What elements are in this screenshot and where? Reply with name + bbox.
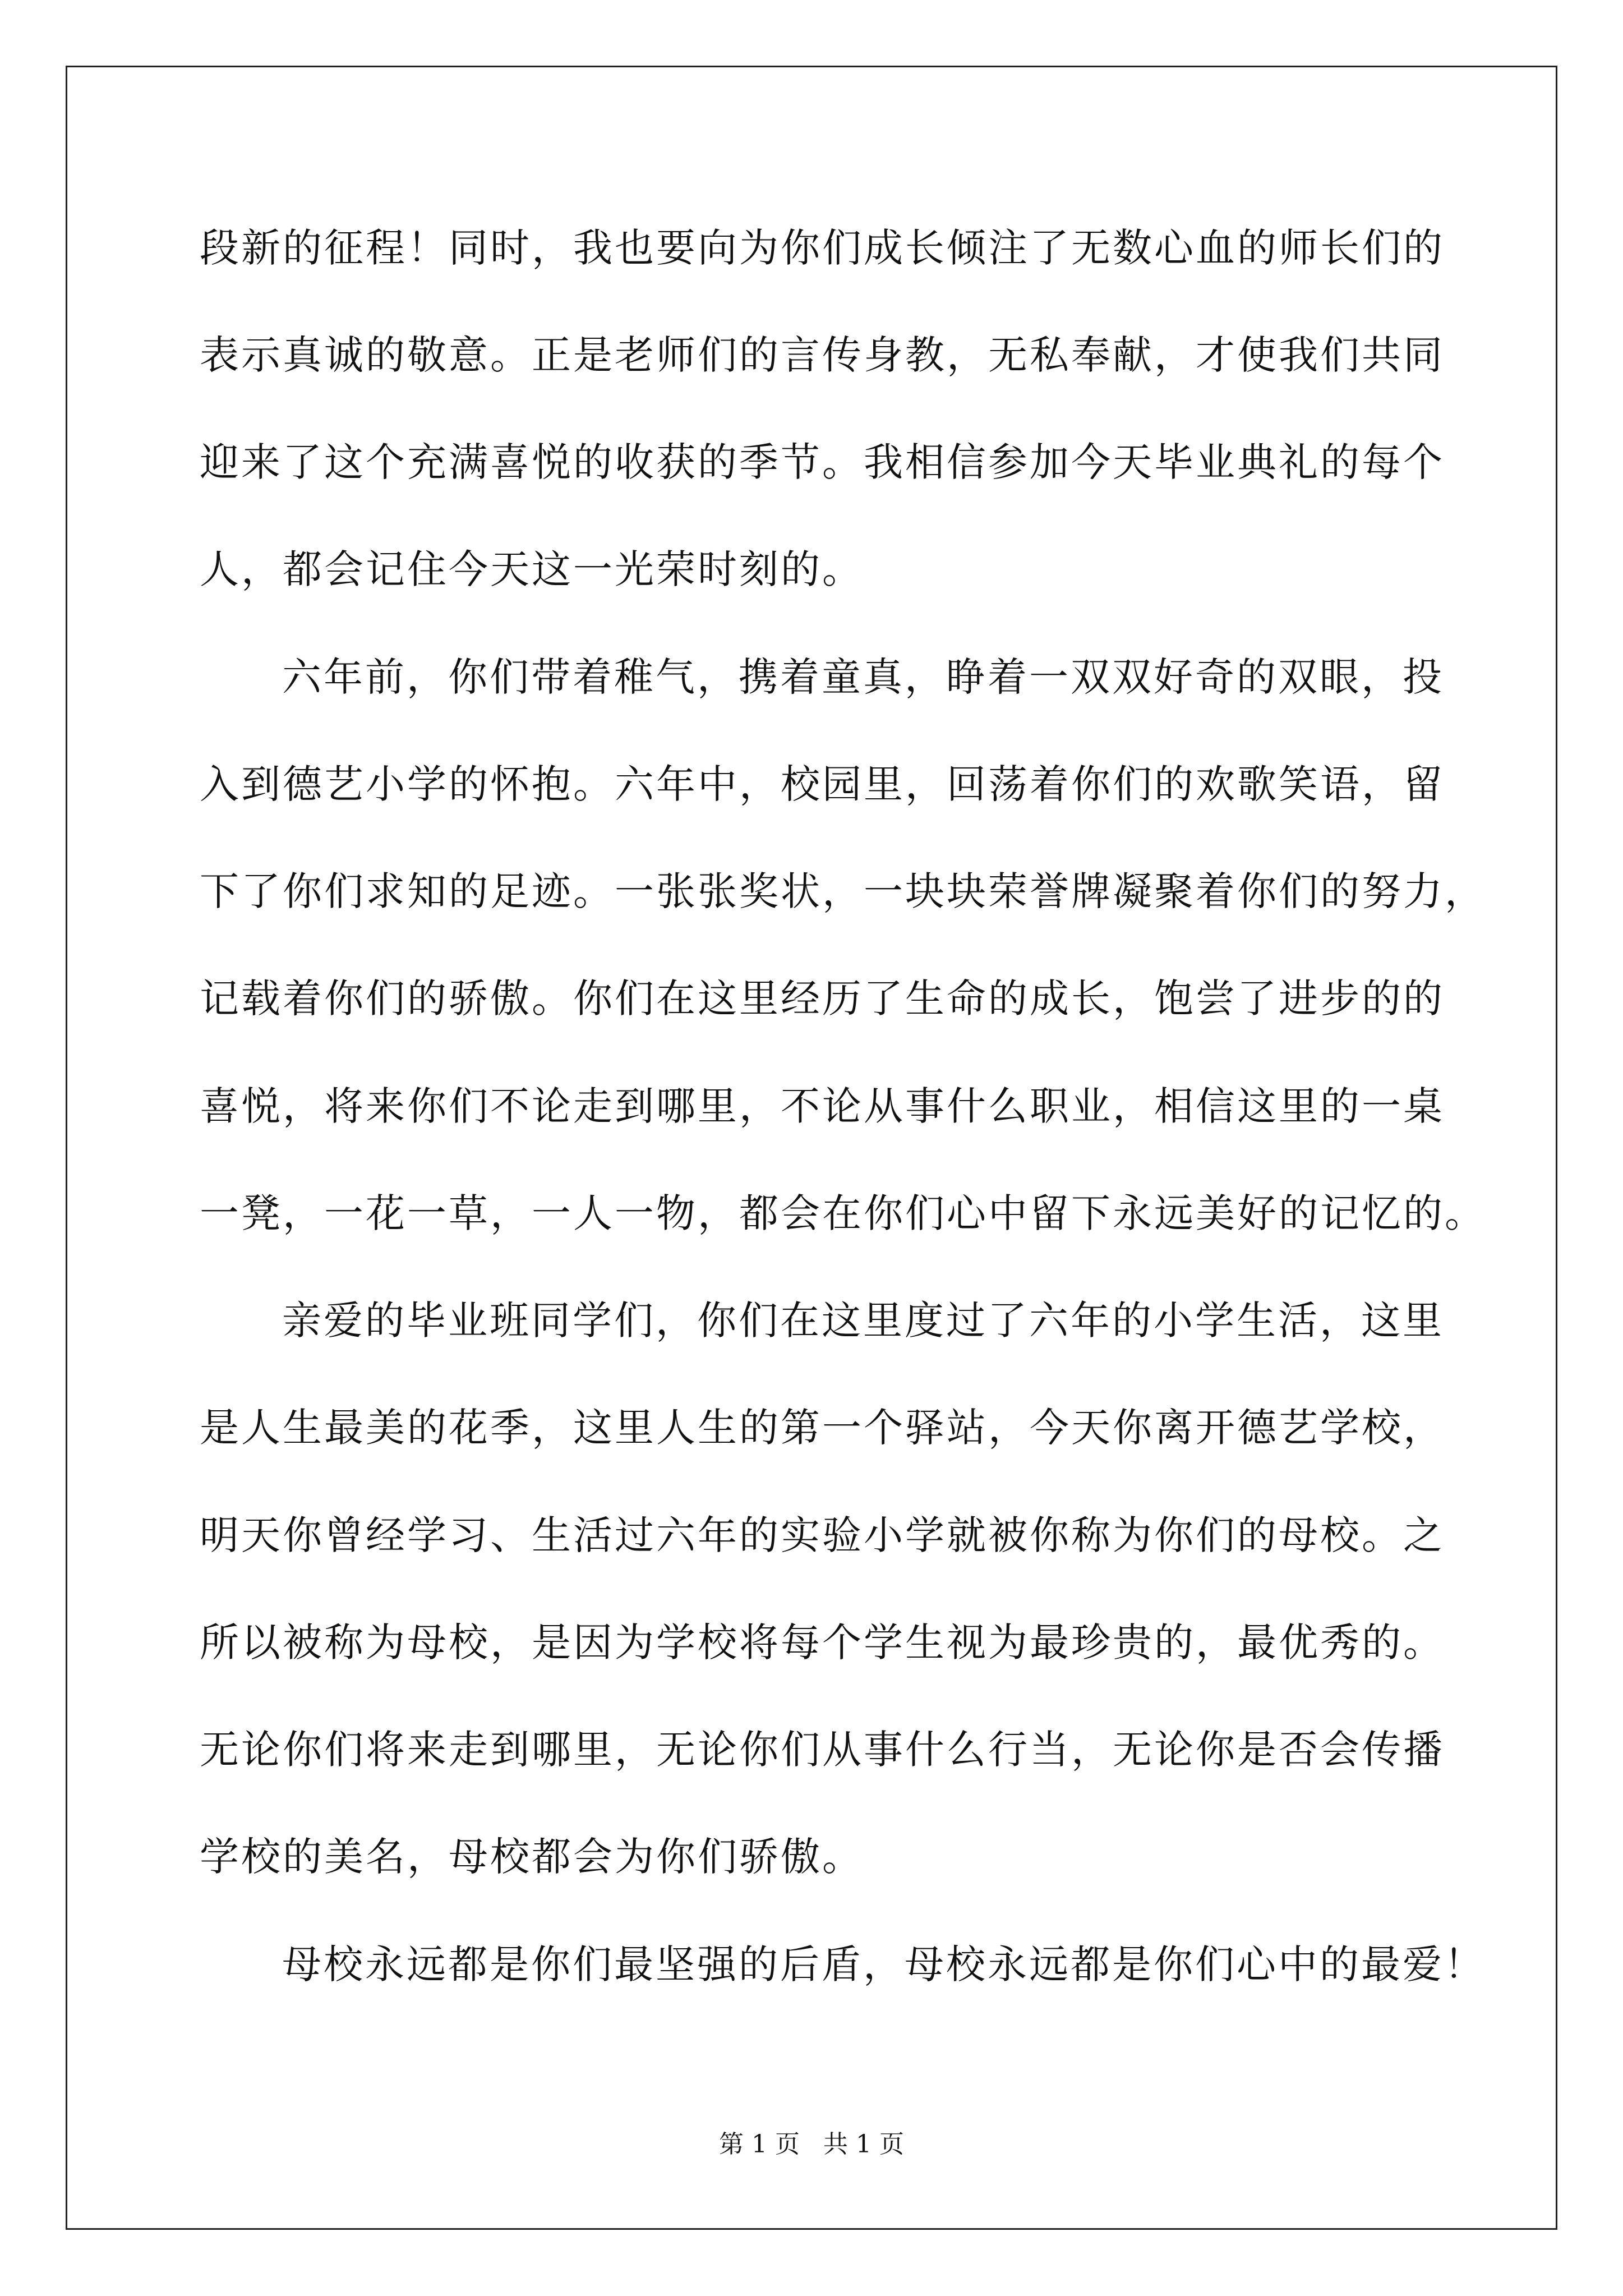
paragraph-first-line: 亲爱的毕业班同学们，你们在这里度过了六年的小学生活，这里 (282, 1297, 1444, 1343)
paragraph-first-line: 母校永远都是你们最坚强的后盾，母校永远都是你们心中的最爱！ (282, 1941, 1486, 1987)
text-line: 无论你们将来走到哪里，无论你们从事什么行当，无论你是否会传播 (200, 1727, 1445, 1773)
text-line: 学校的美名，母校都会为你们骄傲。 (200, 1834, 864, 1880)
text-line: 迎来了这个充满喜悦的收获的季节。我相信参加今天毕业典礼的每个 (200, 439, 1445, 485)
text-line: 是人生最美的花季，这里人生的第一个驿站，今天你离开德艺学校， (200, 1405, 1445, 1451)
text-line: 所以被称为母校，是因为学校将每个学生视为最珍贵的，最优秀的。 (200, 1619, 1445, 1665)
text-line: 段新的征程！同时，我也要向为你们成长倾注了无数心血的师长们的 (200, 225, 1445, 271)
page-frame (66, 66, 1557, 2230)
text-line: 明天你曾经学习、生活过六年的实验小学就被你称为你们的母校。之 (200, 1512, 1445, 1558)
text-line: 喜悦，将来你们不论走到哪里，不论从事什么职业，相信这里的一桌 (200, 1083, 1445, 1129)
text-line: 表示真诚的敬意。正是老师们的言传身教，无私奉献，才使我们共同 (200, 332, 1445, 378)
paragraph-first-line: 六年前，你们带着稚气，携着童真，睁着一双双好奇的双眼，投 (282, 654, 1444, 700)
text-line: 记载着你们的骄傲。你们在这里经历了生命的成长，饱尝了进步的的 (200, 976, 1445, 1022)
text-line: 下了你们求知的足迹。一张张奖状，一块块荣誉牌凝聚着你们的努力， (200, 868, 1486, 914)
text-line: 入到德艺小学的怀抱。六年中，校园里，回荡着你们的欢歌笑语，留 (200, 761, 1445, 807)
text-line: 人，都会记住今天这一光荣时刻的。 (200, 546, 864, 592)
page-footer: 第 1 页 共 1 页 (719, 2130, 904, 2159)
text-line: 一凳，一花一草，一人一物，都会在你们心中留下永远美好的记忆的。 (200, 1190, 1486, 1236)
